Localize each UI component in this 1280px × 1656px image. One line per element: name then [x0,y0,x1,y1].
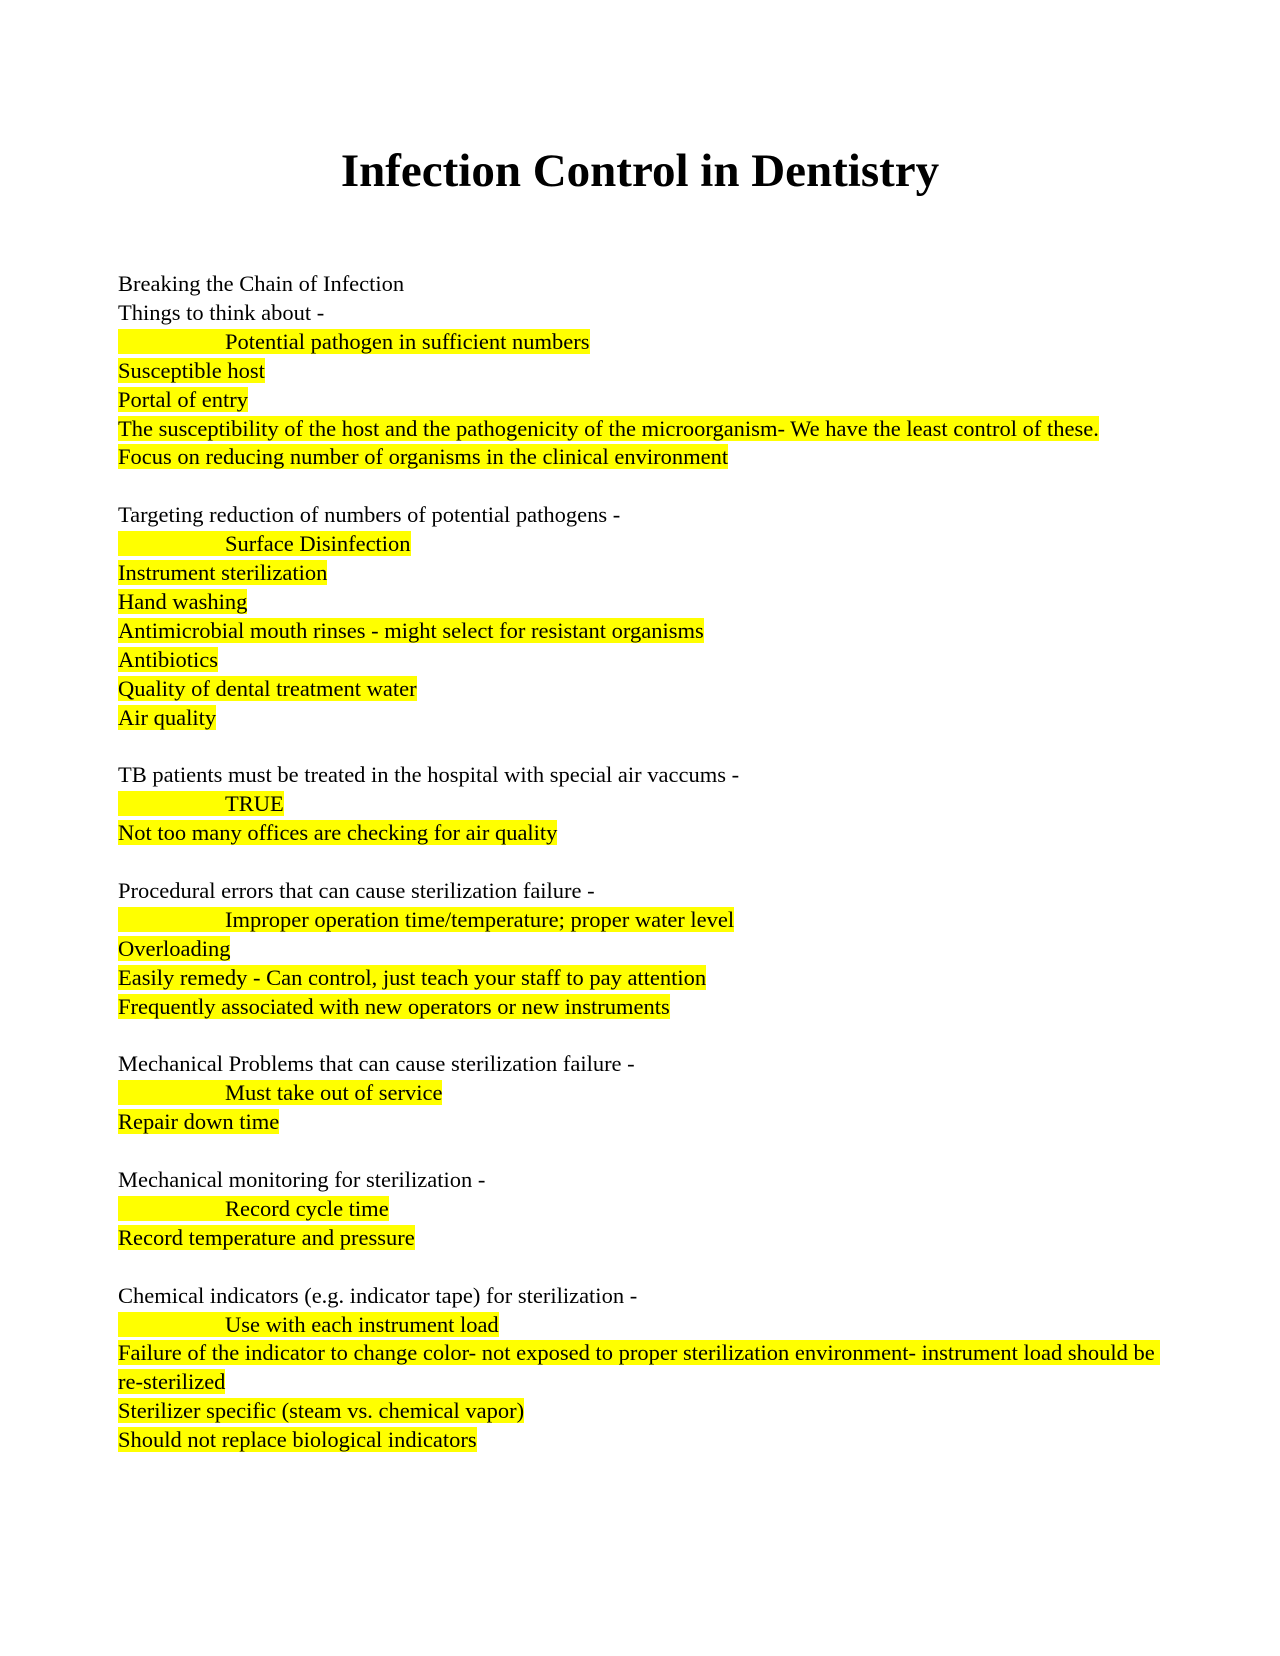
item-text: Not too many offices are checking for air quality [118,820,558,846]
highlighted-item [118,357,1158,386]
highlighted-item [118,617,1158,646]
highlighted-item [118,530,1158,559]
highlighted-item [118,790,1158,819]
item-text: Record cycle time [225,1195,389,1221]
item-text: TRUE [225,791,284,817]
highlighted-item [118,1108,1158,1137]
document-title: Infection Control in Dentistry [340,145,940,197]
highlighted-item [118,1426,1158,1455]
item-text: Quality of dental treatment water [118,675,417,701]
item-text: Must take out of service [225,1080,443,1106]
highlighted-item [118,443,1158,472]
section-reduction-of-pathogens [118,501,1158,732]
section-procedural-errors [118,877,1158,1022]
section-mechanical-monitoring [118,1166,1158,1253]
item-text: Failure of the indicator to change color- not exposed to proper sterilization environment- instrument load should be re-sterilized [118,1340,1161,1395]
highlighted-item [118,1224,1158,1253]
item-text: Repair down time [118,1109,280,1135]
highlighted-item [118,328,1158,357]
item-text: Should not replace biological indicators [118,1427,477,1453]
section-tb-patients [118,761,1158,848]
section-chemical-indicators [118,1282,1161,1455]
item-text: Potential pathogen in sufficient numbers [225,328,590,354]
highlighted-item [118,1397,1158,1426]
document-body [118,270,1161,1484]
highlighted-item [118,1079,1158,1108]
highlighted-item [118,588,1158,617]
highlighted-item [118,704,1158,733]
highlighted-item [118,386,1158,415]
item-text: Easily remedy - Can control, just teach your staff to pay attention [118,964,707,990]
item-text: Air quality [118,704,217,730]
highlighted-item [118,964,1158,993]
item-text: Instrument sterilization [118,560,328,586]
item-text: Record temperature and pressure [118,1224,415,1250]
highlighted-item [118,1195,1158,1224]
item-text: Sterilizer specific (steam vs. chemical vapor) [118,1398,525,1424]
section-mechanical-problems [118,1050,1158,1137]
item-text: The susceptibility of the host and the pathogenicity of the microorganism- We have the least control of these. [118,415,1099,441]
section-heading: Things to think about - [118,299,325,325]
item-text: Hand washing [118,588,248,614]
highlighted-item [118,819,1158,848]
highlighted-item [118,415,1158,444]
highlighted-item [118,906,1158,935]
item-text: Focus on reducing number of organisms in the clinical environment [118,444,729,470]
item-text: Improper operation time/temperature; proper water level [225,906,735,932]
item-text: Portal of entry [118,386,248,412]
highlighted-item [118,1339,1161,1397]
section-heading: Mechanical Problems that can cause sterilization failure - [118,1051,635,1077]
section-heading: Breaking the Chain of Infection [118,271,405,296]
highlighted-item [118,935,1158,964]
highlighted-item [118,646,1158,675]
highlighted-item [118,675,1158,704]
section-heading: Mechanical monitoring for sterilization - [118,1167,486,1193]
item-text: Overloading [118,935,231,961]
item-text: Surface Disinfection [225,531,411,557]
highlighted-item [118,559,1158,588]
section-heading: Chemical indicators (e.g. indicator tape) for sterilization - [118,1282,638,1308]
item-text: Antimicrobial mouth rinses - might select for resistant organisms [118,617,704,643]
item-text: Use with each instrument load [225,1311,499,1337]
section-heading: Procedural errors that can cause sterilization failure - [118,877,595,903]
item-text: Frequently associated with new operators or new instruments [118,993,670,1019]
section-heading: TB patients must be treated in the hospital with special air vaccums - [118,762,740,788]
section-heading: Targeting reduction of numbers of potential pathogens - [118,502,621,528]
item-text: Susceptible host [118,357,265,383]
section-chain-of-infection [118,270,1158,472]
item-text: Antibiotics [118,646,218,672]
highlighted-item [118,1311,1158,1340]
highlighted-item [118,993,1158,1022]
